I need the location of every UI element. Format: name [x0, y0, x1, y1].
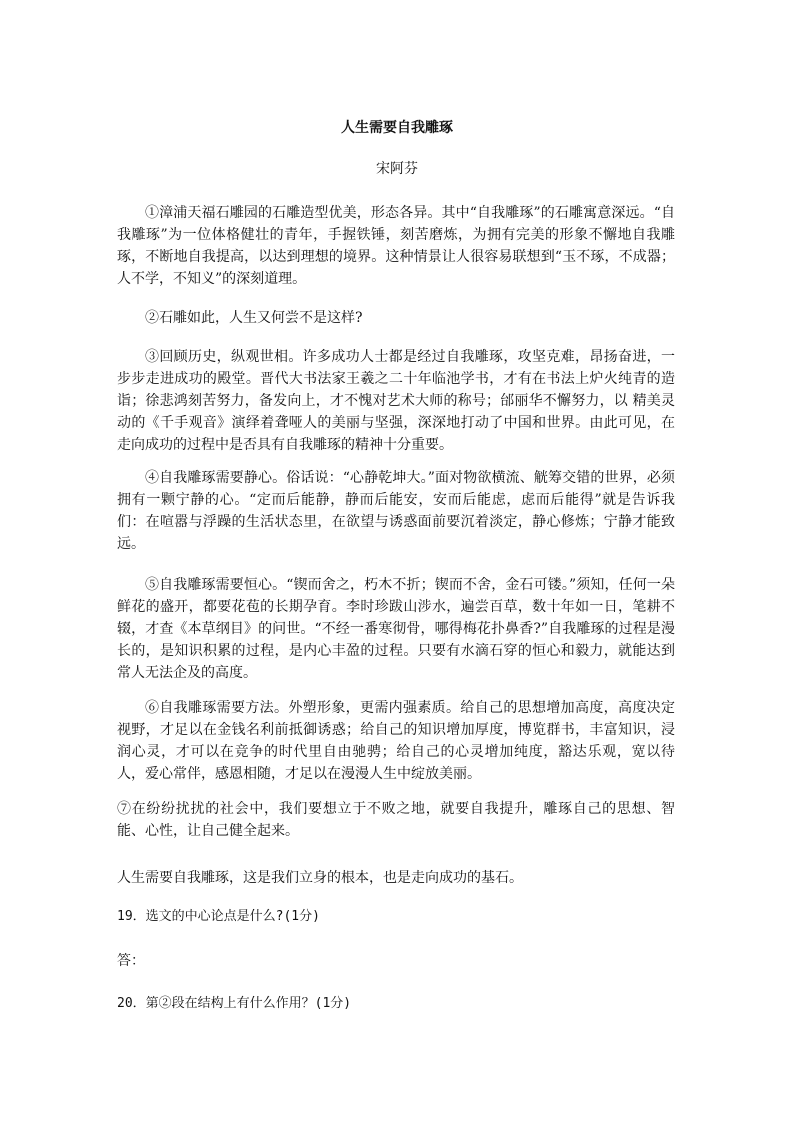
question-19: 19．选文的中心论点是什么?(1分) [117, 909, 320, 924]
paragraph-2: ②石雕如此，人生又何尝不是这样? [145, 310, 363, 326]
answer-label: 答： [117, 953, 145, 969]
article-title: 人生需要自我雕琢 [341, 120, 453, 136]
question-20: 20．第②段在结构上有什么作用？(1分) [117, 996, 352, 1011]
article-author: 宋阿芬 [376, 161, 418, 177]
paragraph-4: ④自我雕琢需要静心。俗话说：“心静乾坤大。”面对物欲横流、觥筹交错的世界，必须拥有一颗宁静的心。“定而后能静，静而后能安，安而后能虑，虑而后能得”就是告诉我们：在喧嚣与浮躁的生活状态里，在欲望与诱惑面前要沉着淡定，静心修炼；宁静才能致远。 [117, 470, 675, 552]
paragraph-6: ⑥自我雕琢需要方法。外塑形象，更需内强素质。给自己的思想增加高度，高度决定视野，才足以在金钱名利前抵御诱惑；给自己的知识增加厚度，博览群书，丰富知识，浸润心灵，才可以在竞争的时代里自由驰骋；给自己的心灵增加纯度，豁达乐观，宽以待人，爱心常伴，感恩相随，才足以在漫漫人生中绽放美丽。 [117, 700, 675, 782]
paragraph-conclusion: 人生需要自我雕琢，这是我们立身的根本，也是走向成功的基石。 [117, 870, 523, 886]
paragraph-3: ③回顾历史，纵观世相。许多成功人士都是经过自我雕琢，攻坚克难，昂扬奋进，一步步走进成功的殿堂。晋代大书法家王羲之二十年临池学书，才有在书法上炉火纯青的造诣；徐悲鸿刻苦努力，备发向上，才不愧对艺术大师的称号；邰丽华不懈努力，以 精美灵动的《千手观音》演绎着聋哑人的美丽与坚强，深深地打动了中国和世界。由此可见，在走向成功的过程中是否具有自我雕琢的精神十分重要。 [117, 349, 675, 453]
paragraph-5: ⑤自我雕琢需要恒心。“锲而舍之，朽木不折；锲而不舍，金石可镂。”须知，任何一朵鲜花的盛开，都要花苞的长期孕育。李时珍跋山涉水，遍尝百草，数十年如一日，笔耕不辍，才查《本草纲目》的问世。“不经一番寒彻骨，哪得梅花扑鼻香?”自我雕琢的过程是漫长的，是知识积累的过程，是内心丰盈的过程。只要有水滴石穿的恒心和毅力，就能达到常人无法企及的高度。 [117, 577, 675, 681]
paragraph-1: ①漳浦天福石雕园的石雕造型优美，形态各异。其中“自我雕琢”的石雕寓意深远。“自我雕琢”为一位体格健壮的青年，手握铁锤，刻苦磨炼，为拥有完美的形象不懈地自我雕琢，不断地自我提高，以达到理想的境界。这种情景让人很容易联想到“玉不琢，不成器；人不学，不知义”的深刻道理。 [117, 205, 675, 287]
paragraph-7: ⑦在纷纷扰扰的社会中，我们要想立于不败之地，就要自我提升，雕琢自己的思想、智能、心性，让自己健全起来。 [117, 801, 675, 839]
